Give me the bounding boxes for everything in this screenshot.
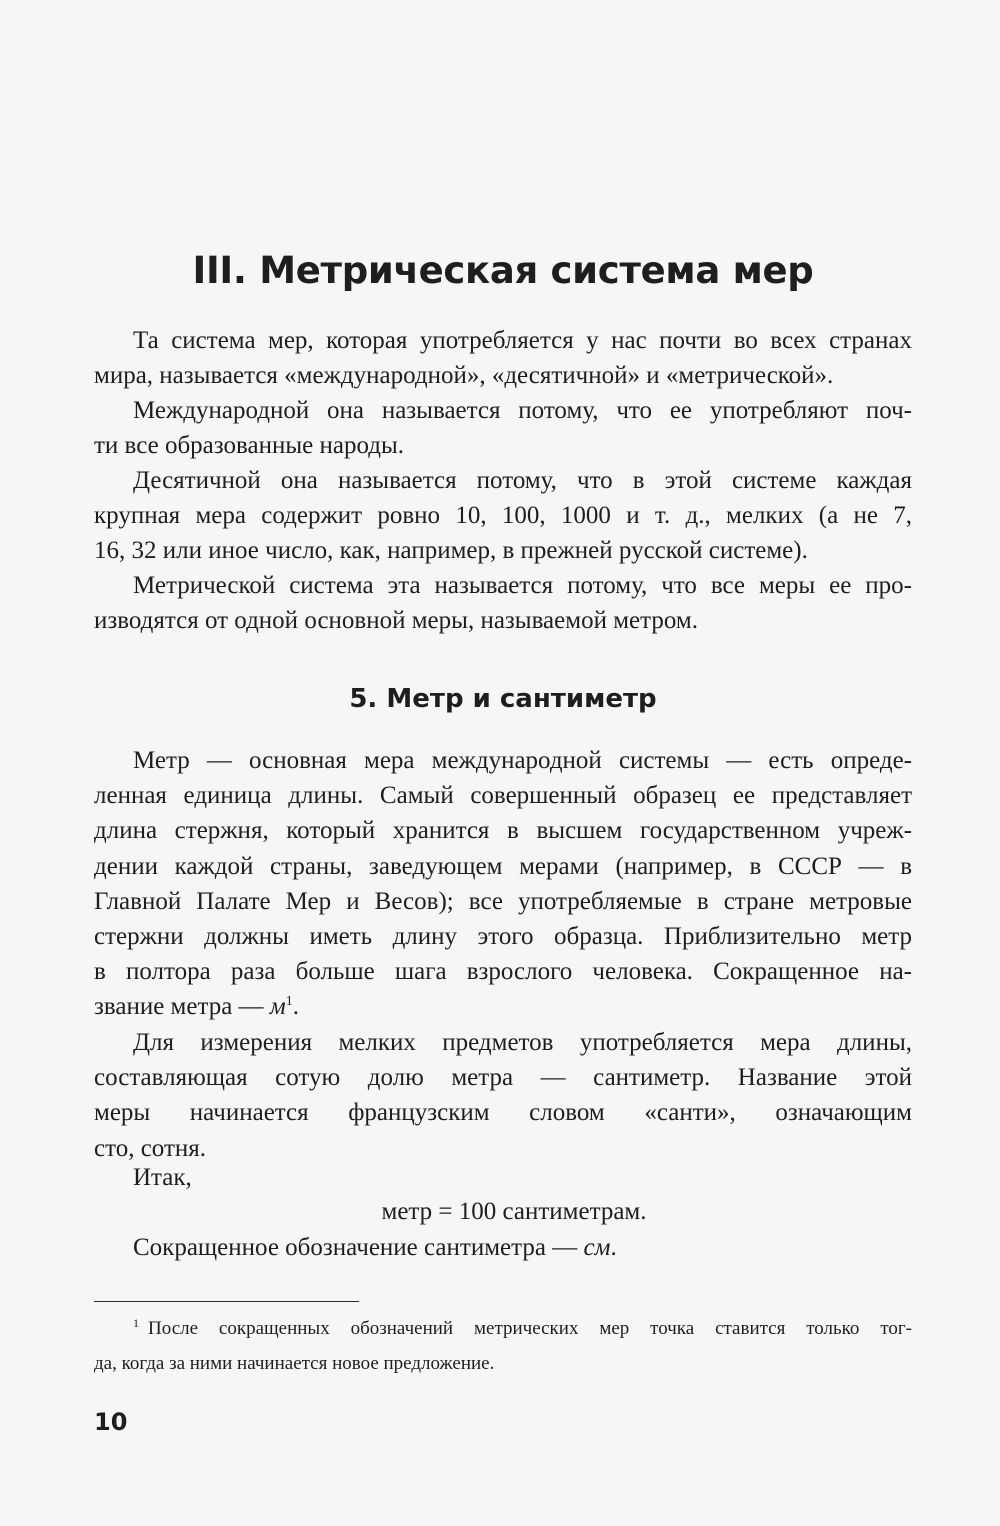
text-segment: После сокращенных обозначений метрических мер точка ставится только тог- [148, 1318, 912, 1339]
text-line: Десятичной она называется потому, что в этой системе каждая [133, 467, 912, 494]
text-segment: . [610, 1234, 617, 1261]
text-line: стержни должны иметь длину этого образца. Приблизительно метр [94, 922, 912, 950]
chapter-title: III. Метрическая система мер [192, 249, 814, 292]
intro-paragraph-2 [94, 393, 912, 463]
formula: метр = 100 сантиметрам. [381, 1198, 647, 1225]
section-paragraph-2 [94, 1025, 912, 1166]
text-line: 16, 32 или иное число, как, например, в прежней русской системе). [94, 537, 808, 565]
text-line: Итак, [133, 1164, 192, 1191]
text-line: крупная мера содержит ровно 10, 100, 1000 и т. д., мелких (а не 7, [94, 502, 912, 530]
meter-abbreviation: м [269, 993, 286, 1021]
text-line [94, 989, 912, 1024]
text-line: составляющая сотую долю метра — сантиметр. Название этой [94, 1064, 912, 1092]
text-segment: звание метра — [94, 993, 270, 1021]
text-segment: . [292, 993, 300, 1021]
text-line: Для измерения мелких предметов употребляется мера длины, [133, 1029, 912, 1056]
text-line: сто, сотня. [94, 1134, 207, 1162]
text-line: дении каждой страны, заведующем мерами (например, в СССР — в [94, 852, 912, 880]
footnote-line [94, 1315, 912, 1350]
text-line: ти все образованные народы. [94, 432, 404, 460]
text-line: длина стержня, который хранится в высшем государственном учреж- [94, 817, 912, 845]
section-paragraph-3 [94, 1160, 912, 1195]
book-page [94, 0, 912, 1526]
intro-paragraph-3 [94, 463, 912, 569]
page-number: 10 [94, 1408, 128, 1436]
text-line: в полтора раза больше шага взрослого человека. Сокращенное на- [94, 958, 912, 986]
footnote-marker: 1 [133, 1316, 139, 1330]
intro-paragraph-4 [94, 568, 912, 638]
section-title: 5. Метр и сантиметр [349, 684, 657, 714]
text-line: Та система мер, которая употребляется у нас почти во всех странах [133, 327, 912, 354]
text-line: Международной она называется потому, что ее употребляют поч- [133, 397, 912, 424]
footnote-divider [94, 1301, 359, 1302]
text-line: Главной Палате Мер и Весов); все употребляемые в стране метровые [94, 887, 912, 915]
text-line: изводятся от одной основной меры, называемой метром. [94, 607, 698, 635]
text-segment: Сокращенное обозначение сантиметра — [133, 1234, 584, 1261]
footnote [94, 1315, 912, 1385]
footnote-reference[interactable]: 1 [285, 994, 293, 1010]
section-paragraph-1 [94, 743, 912, 1025]
text-line: Метр — основная мера международной системы — есть опреде- [133, 747, 912, 774]
text-line: мира, называется «международной», «десятичной» и «метрической». [94, 362, 834, 390]
text-line: меры начинается французским словом «санти», означающим [94, 1099, 912, 1127]
centimeter-abbreviation: см [583, 1234, 611, 1261]
intro-paragraph-1 [94, 323, 912, 393]
footnote-line: да, когда за ними начинается новое предложение. [94, 1353, 495, 1375]
text-line: ленная единица длины. Самый совершенный образец ее представляет [94, 782, 912, 810]
text-line: Метрической система эта называется потому, что все меры ее про- [133, 572, 912, 599]
text-line [94, 1230, 912, 1265]
section-paragraph-4 [94, 1230, 912, 1265]
